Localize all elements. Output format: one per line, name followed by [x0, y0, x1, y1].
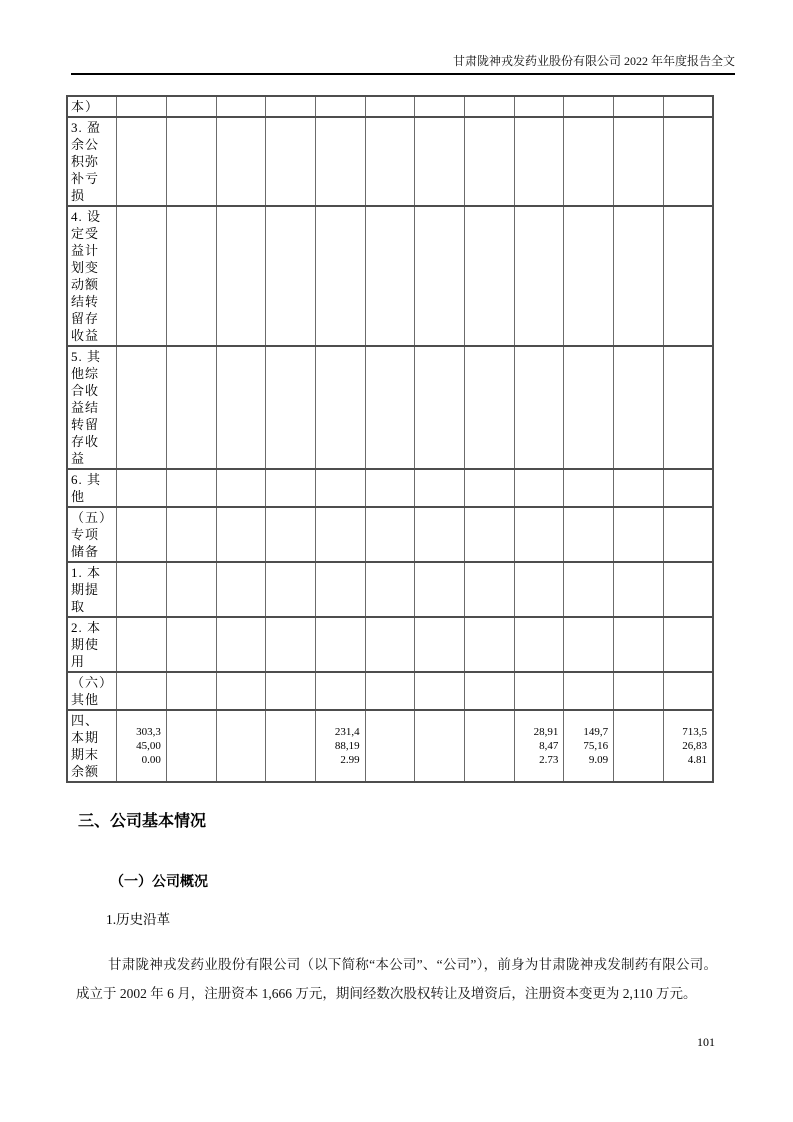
value-cell — [365, 346, 415, 469]
value-cell — [266, 710, 316, 782]
value-cell — [564, 617, 614, 672]
value-cell — [465, 710, 515, 782]
table-row — [67, 469, 713, 507]
value-cell — [315, 346, 365, 469]
value-cell — [663, 507, 713, 562]
value-cell — [564, 469, 614, 507]
value-cell — [614, 206, 664, 346]
value-cell — [216, 617, 266, 672]
value-cell — [614, 710, 664, 782]
value-cell — [415, 346, 465, 469]
value-cell — [514, 562, 564, 617]
value-cell — [663, 672, 713, 710]
value-cell — [166, 507, 216, 562]
value-cell — [166, 96, 216, 117]
table-row — [67, 206, 713, 346]
value-cell — [166, 672, 216, 710]
row-label-cell: 1. 本期提取 — [67, 562, 117, 617]
value-cell — [514, 617, 564, 672]
row-label-cell: 四、本期期末余额 — [67, 710, 117, 782]
table-row — [67, 117, 713, 206]
value-cell — [614, 96, 664, 117]
value-cell — [514, 672, 564, 710]
value-cell — [415, 710, 465, 782]
value-cell — [365, 469, 415, 507]
section-heading-company-basic-info: 三、公司基本情况 — [78, 813, 207, 830]
value-cell — [514, 117, 564, 206]
table-row — [67, 96, 713, 117]
value-cell — [117, 206, 167, 346]
value-cell — [663, 562, 713, 617]
value-cell — [465, 672, 515, 710]
row-label-cell: 3. 盈余公积弥补亏损 — [67, 117, 117, 206]
value-cell — [315, 672, 365, 710]
value-cell — [315, 206, 365, 346]
value-cell — [315, 507, 365, 562]
value-cell — [365, 617, 415, 672]
value-cell — [266, 672, 316, 710]
value-cell — [365, 96, 415, 117]
value-cell — [266, 617, 316, 672]
value-cell — [663, 469, 713, 507]
value-cell — [315, 562, 365, 617]
value-cell — [415, 617, 465, 672]
value-cell — [266, 96, 316, 117]
value-cell — [415, 562, 465, 617]
value-cell — [365, 206, 415, 346]
value-cell: 713,526,834.81 — [663, 710, 713, 782]
value-cell — [216, 672, 266, 710]
value-cell — [514, 206, 564, 346]
value-cell — [117, 672, 167, 710]
value-cell — [117, 617, 167, 672]
value-cell — [663, 206, 713, 346]
value-cell — [614, 117, 664, 206]
value-cell — [365, 710, 415, 782]
value-cell — [266, 469, 316, 507]
value-cell — [564, 117, 614, 206]
equity-table — [66, 95, 714, 783]
value-cell — [166, 206, 216, 346]
value-cell: 149,775,169.09 — [564, 710, 614, 782]
row-label-cell: （五）专项储备 — [67, 507, 117, 562]
value-cell — [614, 617, 664, 672]
value-cell — [465, 346, 515, 469]
value-cell — [266, 562, 316, 617]
value-cell — [166, 562, 216, 617]
value-cell: 28,918,472.73 — [514, 710, 564, 782]
row-label-cell: 本） — [67, 96, 117, 117]
value-cell — [465, 117, 515, 206]
value-cell — [166, 469, 216, 507]
value-cell — [166, 710, 216, 782]
value-cell — [614, 346, 664, 469]
equity-table-body — [67, 96, 713, 782]
value-cell — [117, 469, 167, 507]
value-cell — [365, 507, 415, 562]
value-cell — [117, 562, 167, 617]
value-cell — [564, 206, 614, 346]
value-cell — [614, 507, 664, 562]
value-cell — [614, 562, 664, 617]
value-cell — [514, 469, 564, 507]
value-cell — [614, 469, 664, 507]
page-number: 101 — [697, 1035, 715, 1049]
value-cell — [216, 469, 266, 507]
value-cell — [564, 346, 614, 469]
value-cell — [315, 96, 365, 117]
value-cell — [216, 117, 266, 206]
value-cell — [663, 346, 713, 469]
value-cell — [365, 117, 415, 206]
value-cell — [315, 469, 365, 507]
value-cell — [465, 469, 515, 507]
value-cell — [415, 206, 465, 346]
subsection-heading-company-profile: （一）公司概况 — [110, 873, 208, 889]
value-cell — [315, 117, 365, 206]
value-cell — [663, 117, 713, 206]
value-cell — [465, 96, 515, 117]
value-cell — [564, 96, 614, 117]
value-cell — [166, 617, 216, 672]
value-cell — [465, 617, 515, 672]
value-cell — [266, 507, 316, 562]
history-paragraph: 甘肃陇神戎发药业股份有限公司（以下简称“本公司”、“公司”），前身为甘肃陇神戎发制药有限公司。成立于 2002 年 6 月，注册资本 1,666 万元，期间经数次股权转让及增资后，注册资本变更为 2,110 万元。 — [76, 957, 717, 1001]
value-cell — [415, 672, 465, 710]
value-cell — [564, 562, 614, 617]
value-cell — [564, 507, 614, 562]
value-cell — [415, 469, 465, 507]
value-cell — [315, 617, 365, 672]
value-cell — [166, 346, 216, 469]
table-row — [67, 507, 713, 562]
table-row — [67, 346, 713, 469]
subsection-heading-history: 1.历史沿革 — [106, 912, 171, 927]
table-row — [67, 710, 713, 782]
value-cell — [216, 206, 266, 346]
row-label-cell: 4. 设定受益计划变动额结转留存收益 — [67, 206, 117, 346]
value-cell — [216, 562, 266, 617]
value-cell — [166, 117, 216, 206]
value-cell — [514, 507, 564, 562]
row-label-cell: 5. 其他综合收益结转留存收益 — [67, 346, 117, 469]
value-cell — [117, 507, 167, 562]
value-cell — [465, 507, 515, 562]
row-label-cell: （六）其他 — [67, 672, 117, 710]
value-cell — [365, 562, 415, 617]
value-cell — [216, 96, 266, 117]
page-header-title: 甘肃陇神戎发药业股份有限公司 2022 年年度报告全文 — [452, 54, 735, 68]
value-cell — [564, 672, 614, 710]
table-row — [67, 617, 713, 672]
table-row — [67, 562, 713, 617]
table-row — [67, 672, 713, 710]
value-cell — [614, 672, 664, 710]
value-cell — [415, 507, 465, 562]
header-rule — [71, 73, 735, 75]
value-cell — [216, 710, 266, 782]
value-cell — [663, 617, 713, 672]
row-label-cell: 6. 其他 — [67, 469, 117, 507]
value-cell — [117, 117, 167, 206]
value-cell — [415, 96, 465, 117]
value-cell — [216, 346, 266, 469]
value-cell — [415, 117, 465, 206]
value-cell — [266, 117, 316, 206]
row-label-cell: 2. 本期使用 — [67, 617, 117, 672]
value-cell — [117, 346, 167, 469]
value-cell — [465, 206, 515, 346]
value-cell — [465, 562, 515, 617]
value-cell — [365, 672, 415, 710]
value-cell — [266, 346, 316, 469]
value-cell — [117, 96, 167, 117]
value-cell: 303,345,000.00 — [117, 710, 167, 782]
value-cell — [216, 507, 266, 562]
value-cell — [514, 346, 564, 469]
value-cell: 231,488,192.99 — [315, 710, 365, 782]
value-cell — [514, 96, 564, 117]
value-cell — [663, 96, 713, 117]
value-cell — [266, 206, 316, 346]
